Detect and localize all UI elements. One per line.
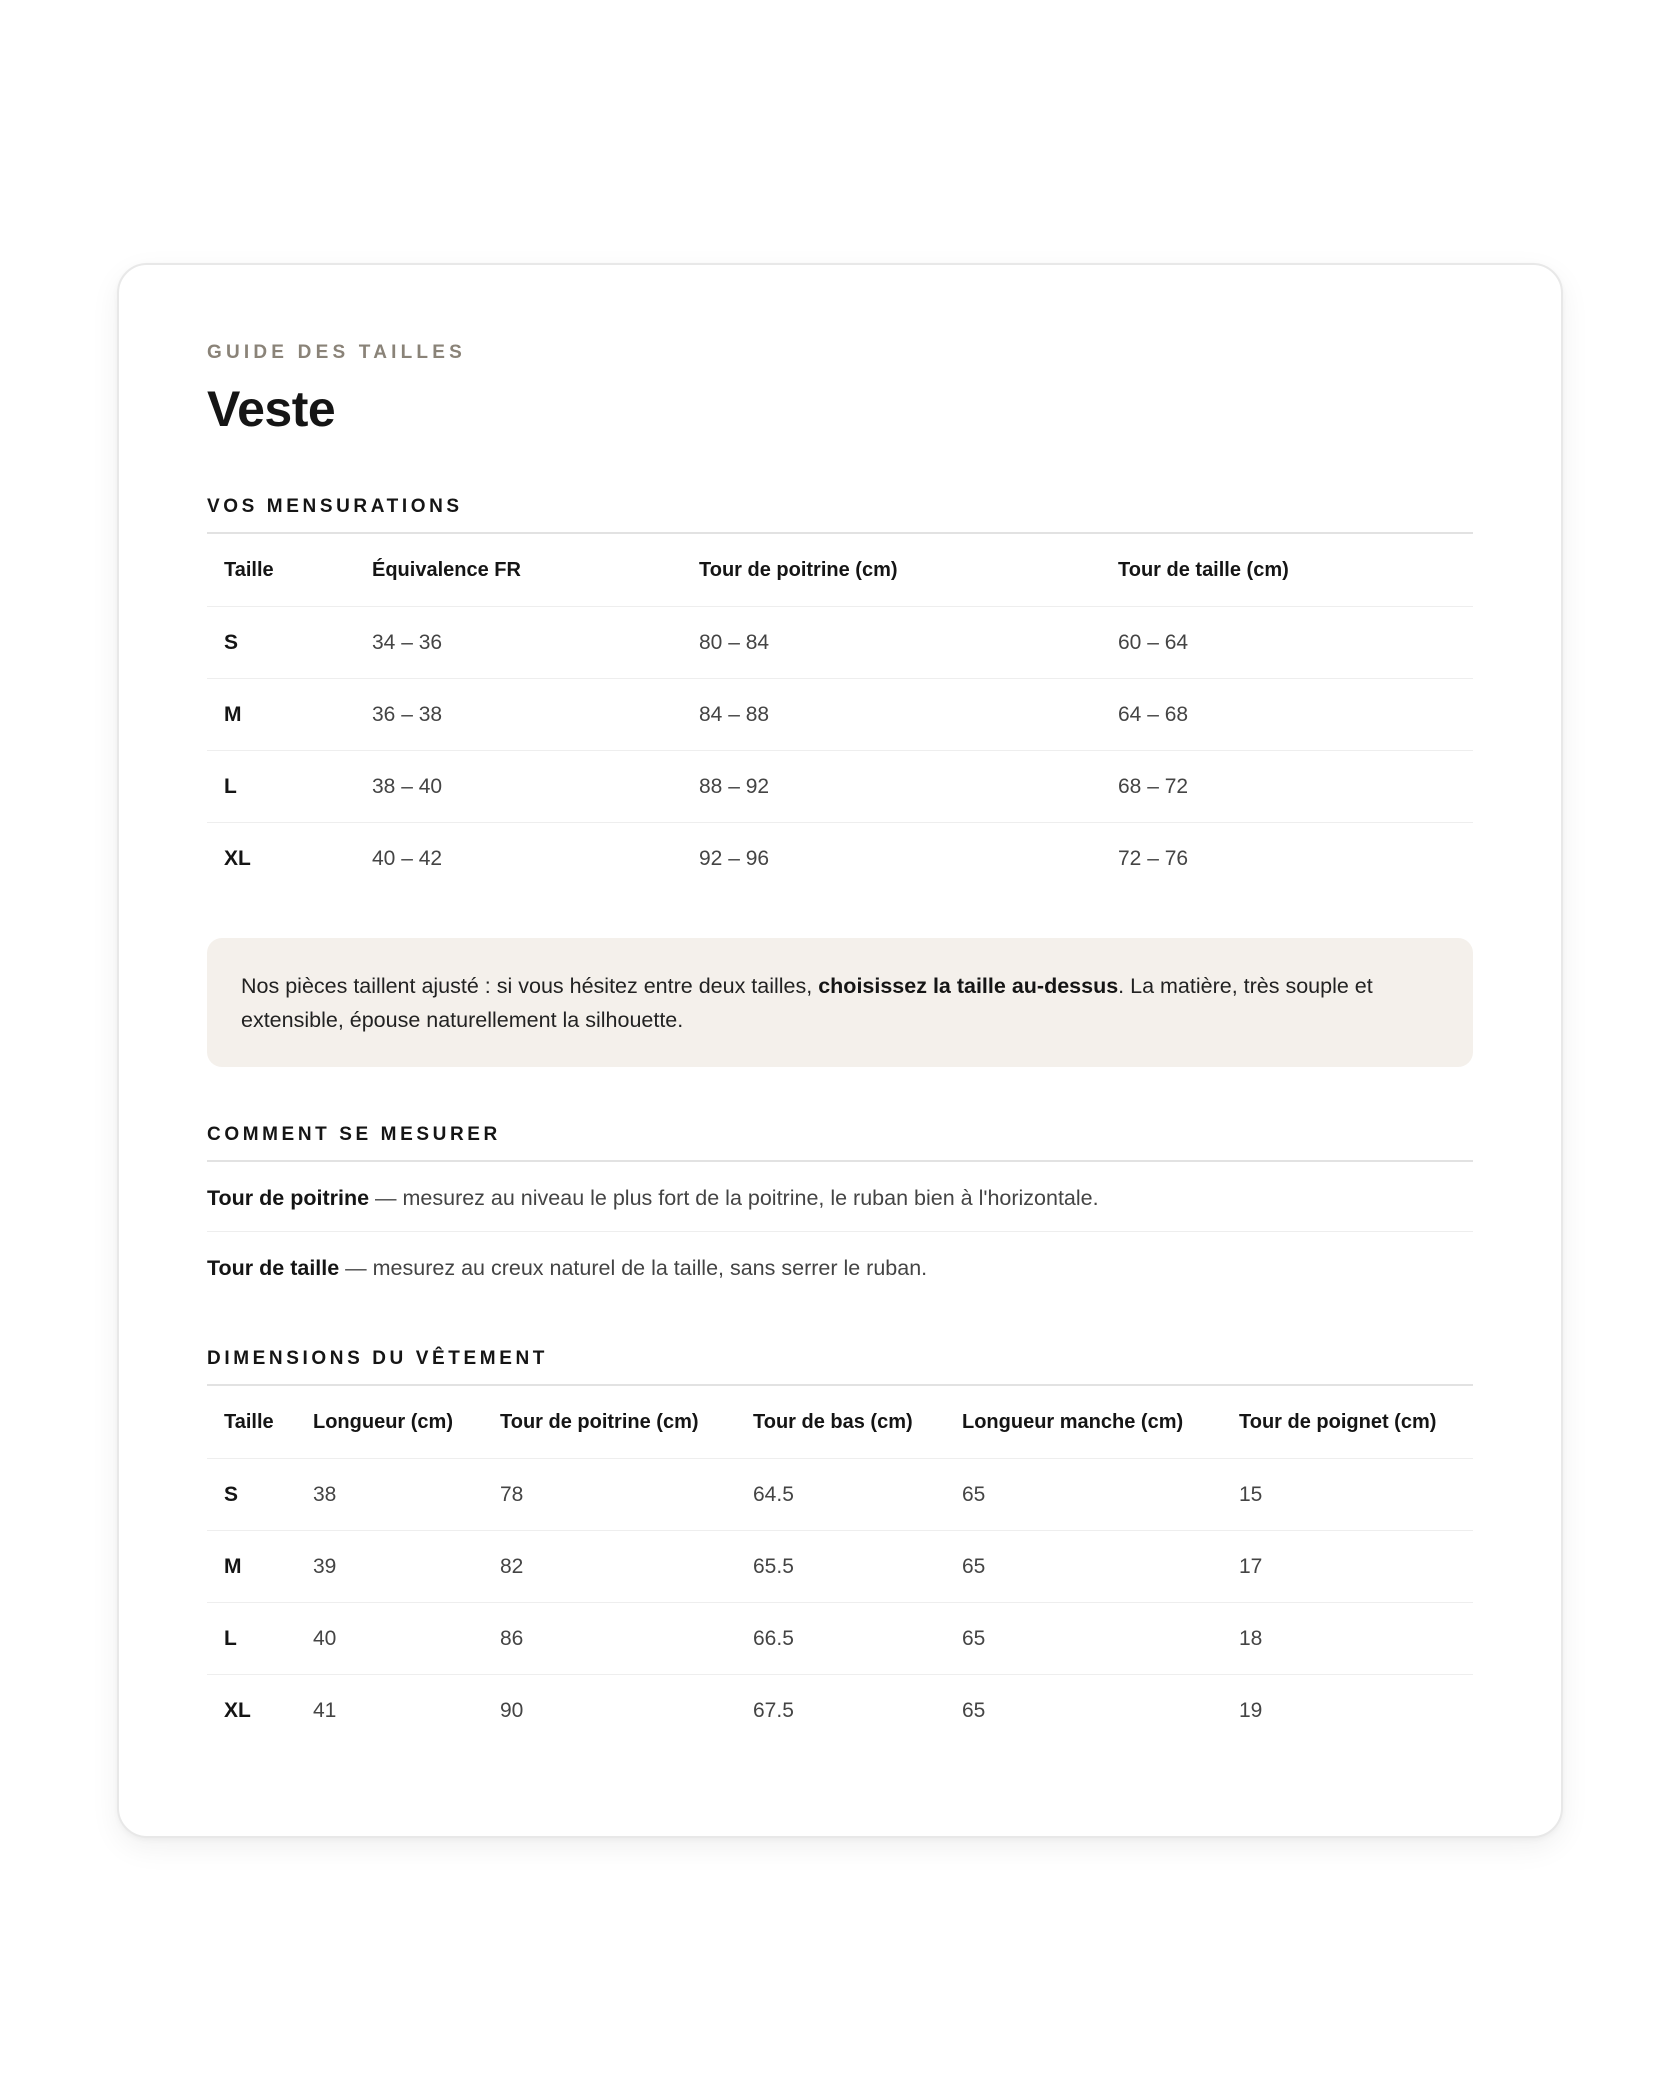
table-cell: 65 [945, 1459, 1222, 1531]
measurements-table [207, 534, 1473, 894]
column-header: Longueur manche (cm) [945, 1386, 1222, 1459]
table-cell: 40 – 42 [372, 846, 443, 870]
table-row [207, 1675, 1473, 1747]
table-row [207, 1459, 1473, 1531]
table-cell: 65.5 [736, 1531, 945, 1603]
size-cell: M [207, 679, 355, 751]
eyebrow-label: GUIDE DES TAILLES [207, 342, 466, 363]
page-title: Veste [207, 381, 336, 437]
note-emphasis: choisissez la taille au-dessus [818, 974, 1119, 998]
size-cell: S [207, 607, 355, 679]
measure-term: Tour de poitrine [207, 1186, 370, 1210]
table-cell: 80 – 84 [682, 607, 1101, 679]
table-cell: 36 – 38 [355, 679, 682, 751]
column-header: Longueur (cm) [296, 1386, 483, 1459]
table-cell: 72 – 76 [1118, 846, 1189, 870]
table-cell: 34 – 36 [355, 607, 682, 679]
how-to-measure-list [207, 1162, 1473, 1301]
table-cell: 84 – 88 [682, 679, 1101, 751]
table-cell: 39 [296, 1531, 483, 1603]
size-cell: L [207, 751, 355, 823]
table-cell: 40 [296, 1603, 483, 1675]
table-row [207, 1603, 1473, 1675]
column-header: Tour de poitrine (cm) [483, 1386, 736, 1459]
garment-dimensions-section-title: DIMENSIONS DU VÊTEMENT [207, 1347, 1473, 1386]
table-row [207, 679, 1473, 751]
table-row [207, 1531, 1473, 1603]
table-cell: 82 [483, 1531, 736, 1603]
note-text: Nos pièces taillent ajusté : si vous hésitez entre deux tailles, [241, 974, 819, 998]
table-cell: 88 – 92 [682, 751, 1101, 823]
list-item [207, 1232, 1473, 1301]
table-cell: 66.5 [736, 1603, 945, 1675]
size-cell: L [207, 1603, 296, 1675]
table-cell: 90 [500, 1698, 524, 1722]
table-row [207, 751, 1473, 823]
table-cell: 67.5 [753, 1698, 794, 1722]
garment-dimensions-table [207, 1386, 1473, 1746]
table-cell: 38 [296, 1459, 483, 1531]
column-header: Taille [207, 1386, 296, 1459]
measurements-section-title: VOS MENSURATIONS [207, 495, 1473, 534]
list-item [207, 1162, 1473, 1232]
table-cell: 15 [1222, 1459, 1473, 1531]
note-text: . La matière, très souple et extensible, épouse naturellement la silhouette. [241, 974, 1373, 1032]
column-header: Tour de taille (cm) [1101, 534, 1473, 607]
table-cell: 41 [313, 1698, 337, 1722]
size-cell: XL [224, 1698, 251, 1722]
table-header-row [207, 534, 1473, 607]
column-header: Taille [207, 534, 355, 607]
table-cell: 92 – 96 [699, 846, 770, 870]
table-cell: 38 – 40 [355, 751, 682, 823]
measure-description: — mesurez au creux naturel de la taille, sans serrer le ruban. [339, 1256, 928, 1280]
table-header-row [207, 1386, 1473, 1459]
column-header: Tour de bas (cm) [736, 1386, 945, 1459]
table-cell: 19 [1239, 1698, 1263, 1722]
table-cell: 18 [1222, 1603, 1473, 1675]
table-cell: 60 – 64 [1101, 607, 1473, 679]
table-row [207, 823, 1473, 895]
table-cell: 64 – 68 [1101, 679, 1473, 751]
fit-advice-note [207, 938, 1473, 1067]
size-cell: XL [224, 846, 251, 870]
column-header: Équivalence FR [355, 534, 682, 607]
measure-description: — mesurez au niveau le plus fort de la poitrine, le ruban bien à l'horizontale. [369, 1186, 1099, 1210]
measure-term: Tour de taille [207, 1256, 340, 1280]
size-cell: S [207, 1459, 296, 1531]
column-header: Tour de poignet (cm) [1222, 1386, 1473, 1459]
table-cell: 65 [945, 1603, 1222, 1675]
table-cell: 68 – 72 [1101, 751, 1473, 823]
column-header: Tour de poitrine (cm) [682, 534, 1101, 607]
table-cell: 64.5 [736, 1459, 945, 1531]
table-cell: 65 [945, 1531, 1222, 1603]
table-cell: 17 [1222, 1531, 1473, 1603]
table-cell: 78 [483, 1459, 736, 1531]
how-to-measure-section-title: COMMENT SE MESURER [207, 1123, 1473, 1162]
table-cell: 65 [962, 1698, 986, 1722]
size-cell: M [207, 1531, 296, 1603]
size-guide-card [117, 263, 1563, 1838]
table-cell: 86 [483, 1603, 736, 1675]
table-row [207, 607, 1473, 679]
